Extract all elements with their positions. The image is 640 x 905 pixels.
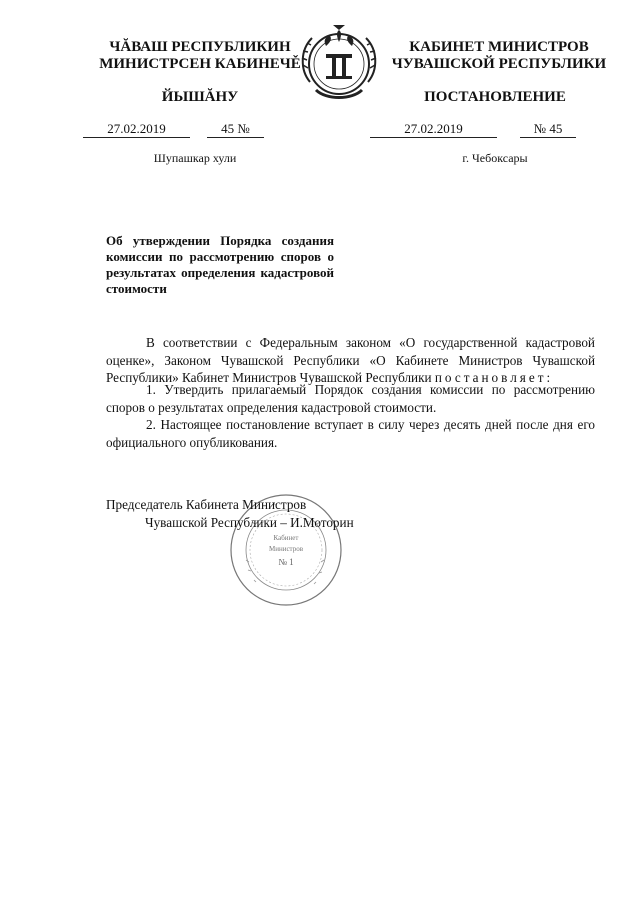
preamble-text: В соответствии с Федеральным законом «О государственной кадастровой оценке», Законом Чувашской Республики «О Кабинете Министров Чувашской Республики» Кабинет Министров Чувашской Республики — [106, 335, 595, 385]
paragraph-item-2: 2. Настоящее постановление вступает в силу через десять дней после дня его официального опубликования. — [106, 417, 595, 450]
header-left — [95, 39, 305, 73]
signature-line2: Чувашской Республики – И.Моторин — [145, 515, 354, 530]
coat-of-arms-emblem — [296, 24, 382, 102]
header-left-line1: ЧĂВАШ РЕСПУБЛИКИН — [109, 39, 291, 55]
place-right: г. Чебоксары — [462, 151, 528, 165]
number-left: 45 № — [207, 121, 264, 138]
signature-line1: Председатель Кабинета Министров — [106, 497, 307, 512]
place-left: Шупашкар хули — [153, 151, 237, 165]
stamp-line1: Кабинет — [273, 534, 299, 542]
stamp-line2: Министров — [268, 545, 304, 553]
number-right: № 45 — [520, 121, 576, 138]
header-right — [385, 39, 613, 73]
header-right-line2: ЧУВАШСКОЙ РЕСПУБЛИКИ — [391, 56, 607, 72]
decree-word: постановляет: — [434, 370, 554, 385]
paragraph-item-1: 1. Утвердить прилагаемый Порядок создания комиссии по рассмотрению споров о результатах определения кадастровой стоимости. — [106, 382, 595, 415]
date-right: 27.02.2019 — [370, 121, 497, 138]
header-left-line2: МИНИСТРСЕН КАБИНЕЧĚ — [99, 56, 301, 72]
stamp-line3: № 1 — [278, 557, 294, 567]
document-title: Об утверждении Порядка создания комиссии по рассмотрению споров о результатах определения кадастровой стоимости — [106, 233, 334, 296]
paragraph-preamble — [106, 334, 595, 387]
doctype-right: ПОСТАНОВЛЕНИЕ — [424, 89, 566, 105]
date-left: 27.02.2019 — [83, 121, 190, 138]
header-right-line1: КАБИНЕТ МИНИСТРОВ — [409, 39, 589, 55]
doctype-left: ЙЫШĂНУ — [161, 89, 239, 105]
